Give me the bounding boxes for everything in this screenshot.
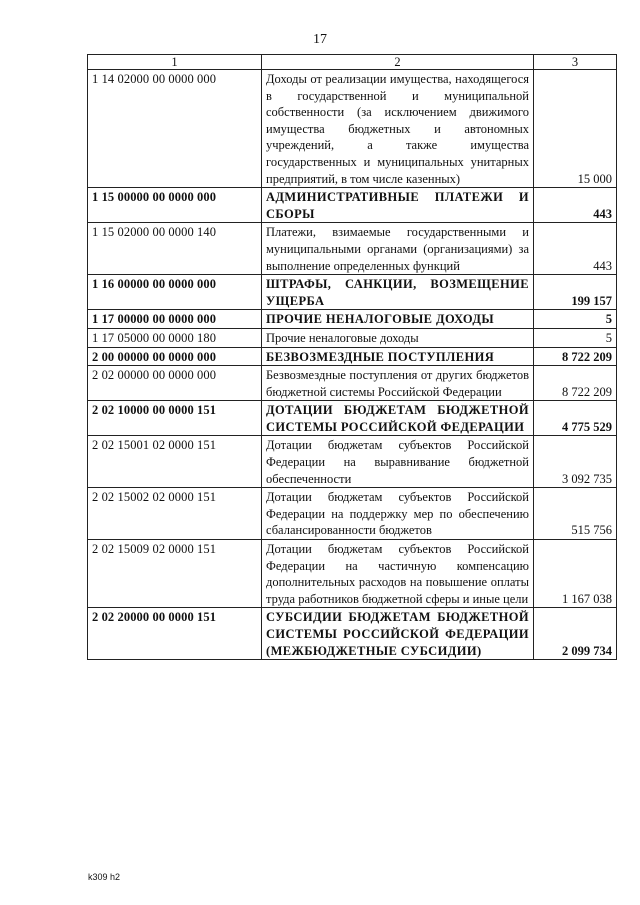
column-header-amount: 3 — [534, 55, 617, 70]
table-row — [88, 275, 617, 310]
row-name: ПРОЧИЕ НЕНАЛОГОВЫЕ ДОХОДЫ — [262, 310, 534, 329]
table-row — [88, 347, 617, 366]
row-code: 1 17 00000 00 0000 000 — [88, 310, 262, 329]
row-code: 1 14 02000 00 0000 000 — [88, 70, 262, 188]
row-amount: 8 722 209 — [534, 347, 617, 366]
column-header-code: 1 — [88, 55, 262, 70]
row-name: Безвозмездные поступления от других бюджетов бюджетной системы Российской Федерации — [262, 366, 534, 401]
row-name: АДМИНИСТРАТИВНЫЕ ПЛАТЕЖИ И СБОРЫ — [262, 188, 534, 223]
column-header-name: 2 — [262, 55, 534, 70]
row-code: 1 16 00000 00 0000 000 — [88, 275, 262, 310]
row-amount: 515 756 — [534, 488, 617, 540]
table-row — [88, 488, 617, 540]
row-code: 2 02 15001 02 0000 151 — [88, 436, 262, 488]
row-code: 2 00 00000 00 0000 000 — [88, 347, 262, 366]
row-name: СУБСИДИИ БЮДЖЕТАМ БЮДЖЕТНОЙ СИСТЕМЫ РОССИЙСКОЙ ФЕДЕРАЦИИ (МЕЖБЮДЖЕТНЫЕ СУБСИДИИ) — [262, 608, 534, 660]
row-code: 1 15 00000 00 0000 000 — [88, 188, 262, 223]
row-amount: 5 — [534, 328, 617, 347]
table-header-row — [88, 55, 617, 70]
table-row — [88, 608, 617, 660]
page-number: 17 — [313, 32, 327, 47]
table-row — [88, 223, 617, 275]
table-row — [88, 328, 617, 347]
row-code: 1 15 02000 00 0000 140 — [88, 223, 262, 275]
table-row — [88, 366, 617, 401]
table-row — [88, 540, 617, 608]
row-amount: 199 157 — [534, 275, 617, 310]
table-row — [88, 436, 617, 488]
row-name: БЕЗВОЗМЕЗДНЫЕ ПОСТУПЛЕНИЯ — [262, 347, 534, 366]
table-row — [88, 70, 617, 188]
row-amount: 1 167 038 — [534, 540, 617, 608]
row-code: 2 02 10000 00 0000 151 — [88, 401, 262, 436]
row-name: ШТРАФЫ, САНКЦИИ, ВОЗМЕЩЕНИЕ УЩЕРБА — [262, 275, 534, 310]
row-amount: 443 — [534, 188, 617, 223]
table-row — [88, 188, 617, 223]
revenue-table — [87, 54, 617, 660]
row-amount: 4 775 529 — [534, 401, 617, 436]
row-amount: 443 — [534, 223, 617, 275]
table-row — [88, 310, 617, 329]
row-name: ДОТАЦИИ БЮДЖЕТАМ БЮДЖЕТНОЙ СИСТЕМЫ РОССИЙСКОЙ ФЕДЕРАЦИИ — [262, 401, 534, 436]
row-amount: 3 092 735 — [534, 436, 617, 488]
row-code: 2 02 15009 02 0000 151 — [88, 540, 262, 608]
row-code: 2 02 15002 02 0000 151 — [88, 488, 262, 540]
row-amount: 2 099 734 — [534, 608, 617, 660]
row-name: Прочие неналоговые доходы — [262, 328, 534, 347]
row-amount: 8 722 209 — [534, 366, 617, 401]
table-row — [88, 401, 617, 436]
footer-code: k309 h2 — [88, 872, 121, 882]
row-code: 2 02 00000 00 0000 000 — [88, 366, 262, 401]
row-amount: 5 — [534, 310, 617, 329]
row-amount: 15 000 — [534, 70, 617, 188]
row-code: 2 02 20000 00 0000 151 — [88, 608, 262, 660]
row-name: Дотации бюджетам субъектов Российской Федерации на поддержку мер по обеспечению сбалансированности бюджетов — [262, 488, 534, 540]
row-name: Дотации бюджетам субъектов Российской Федерации на выравнивание бюджетной обеспеченности — [262, 436, 534, 488]
row-name: Доходы от реализации имущества, находящегося в государственной и муниципальной собственности (за исключением движимого имущества бюджетных и автономных учреждений, а также имущества государственных и муниципальных унитарных предприятий, в том числе казенных) — [262, 70, 534, 188]
row-code: 1 17 05000 00 0000 180 — [88, 328, 262, 347]
row-name: Дотации бюджетам субъектов Российской Федерации на частичную компенсацию дополнительных расходов на повышение оплаты труда работников бюджетной сферы и иные цели — [262, 540, 534, 608]
row-name: Платежи, взимаемые государственными и муниципальными органами (организациями) за выполнение определенных функций — [262, 223, 534, 275]
